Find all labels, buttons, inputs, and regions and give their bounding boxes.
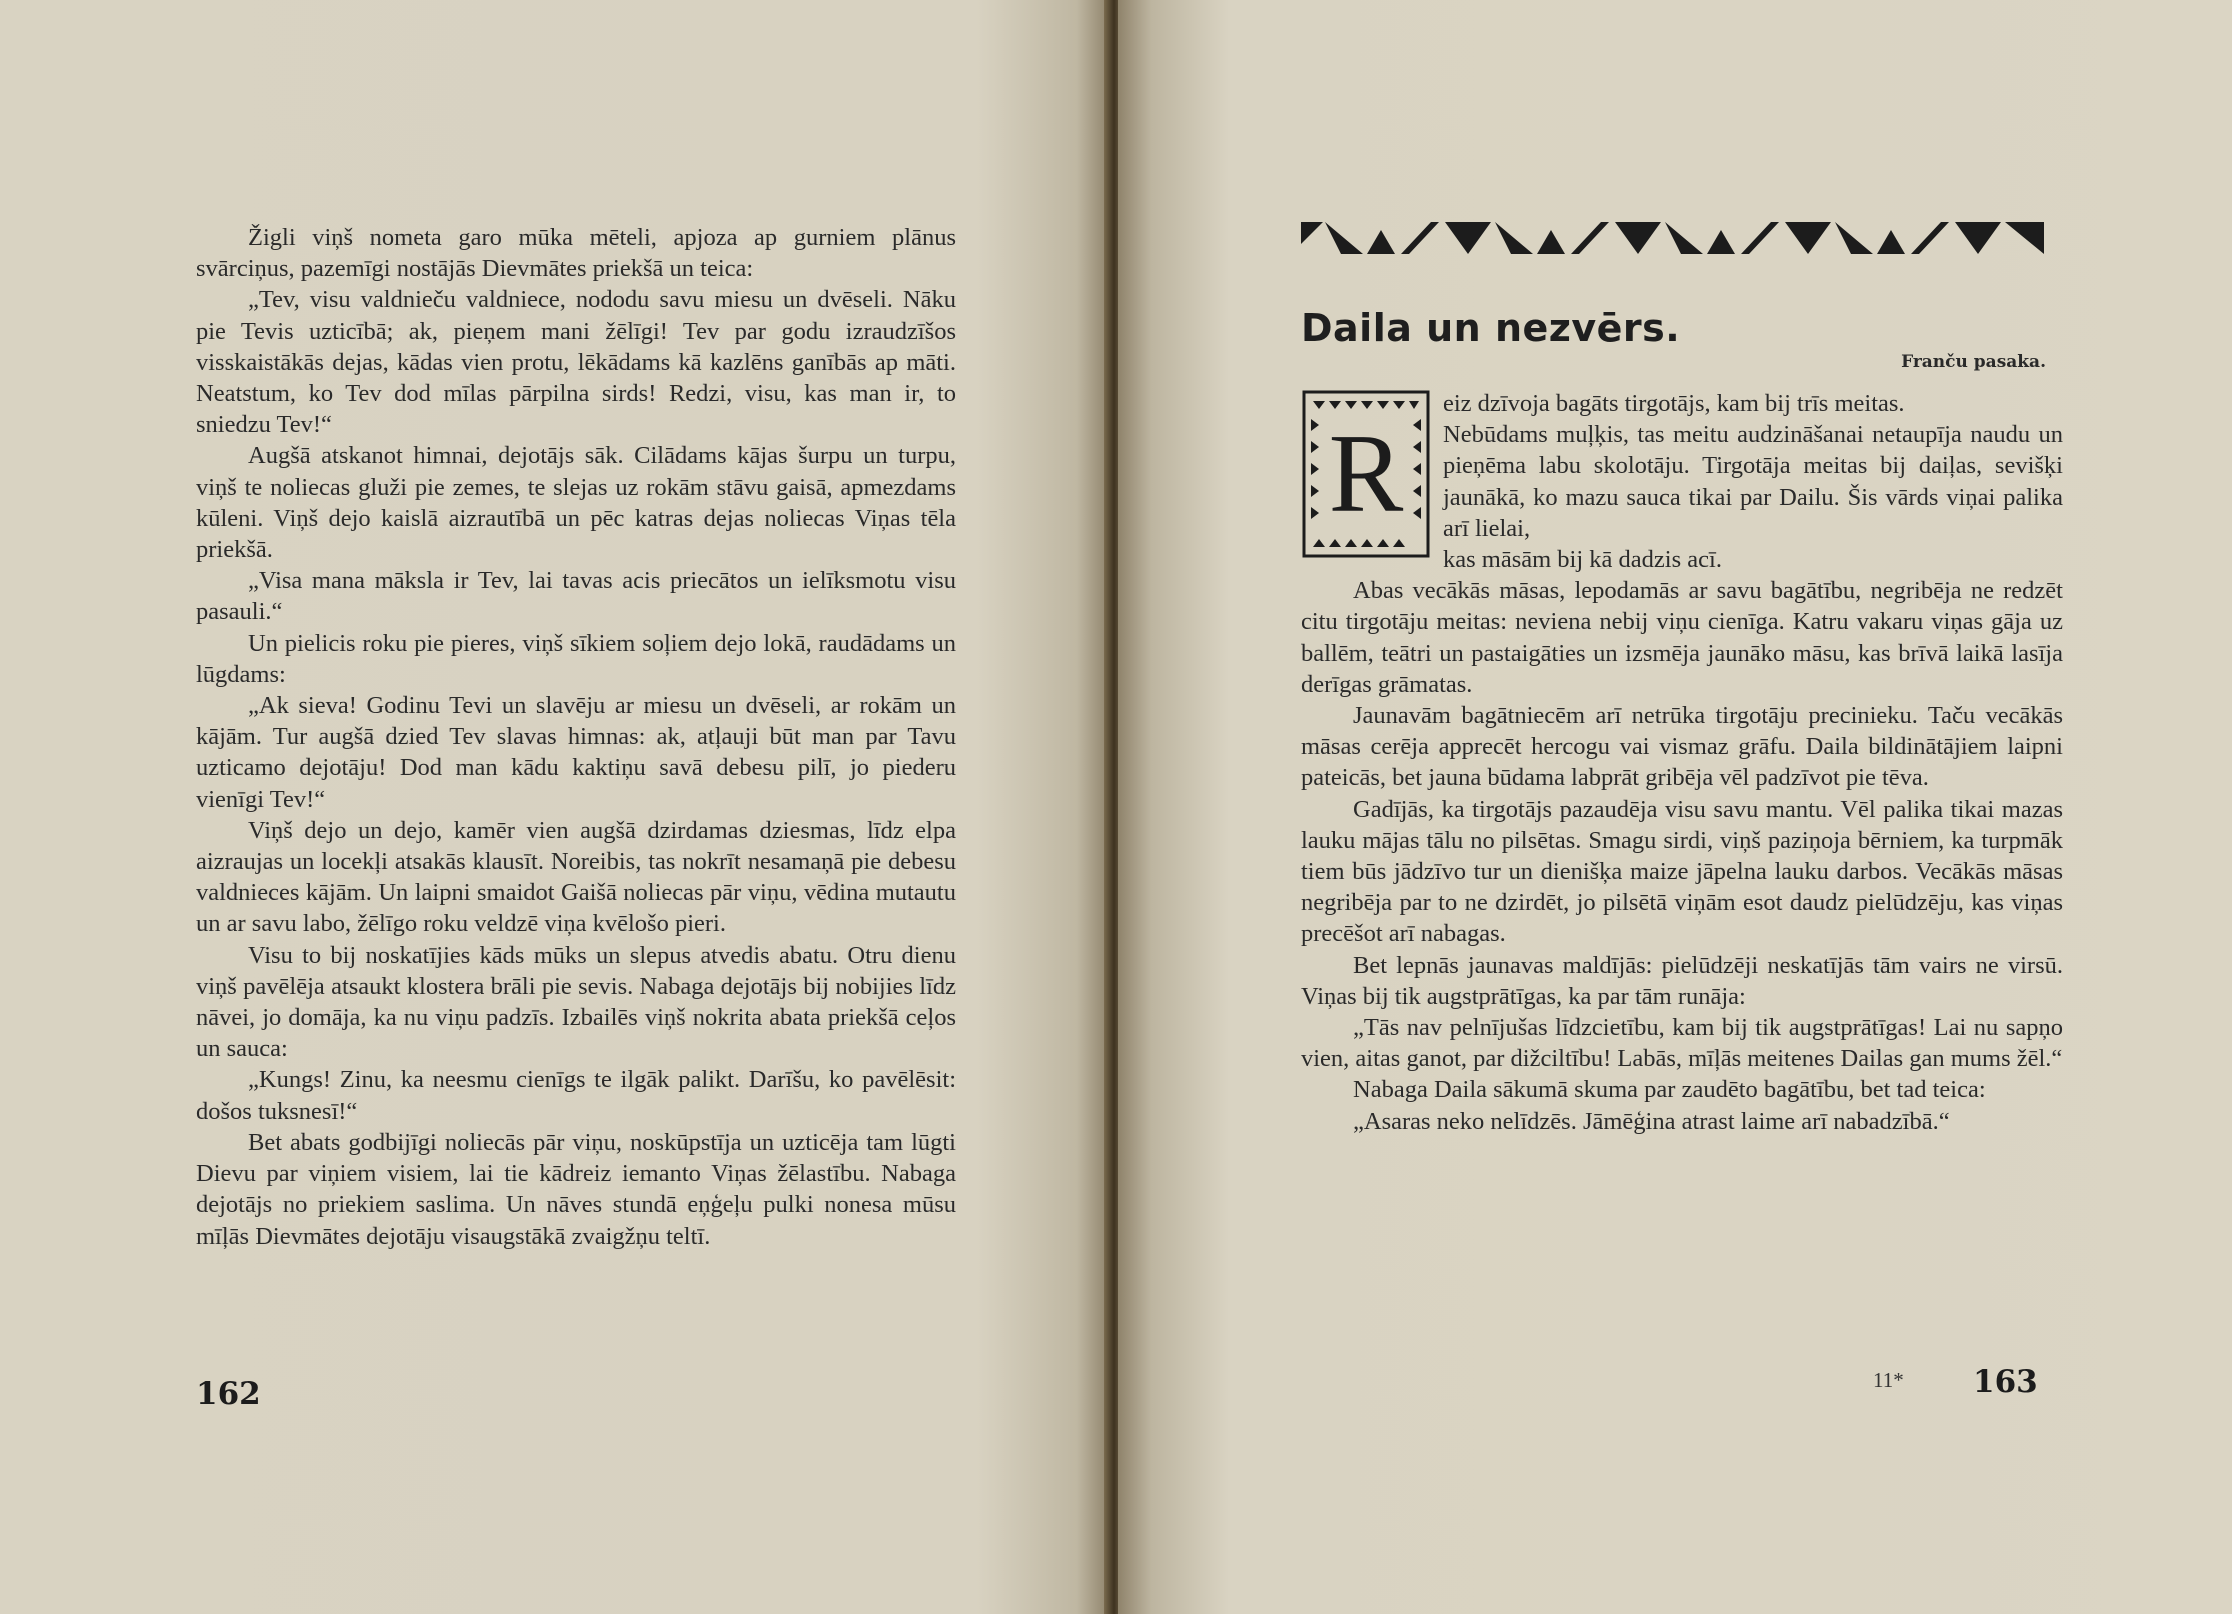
paragraph: Gadījās, ka tirgotājs pazaudēja visu savu mantu. Vēl palika tikai mazas lauku mājas tālu no pilsētas. Smagu sirdi, viņš paziņoja bērniem, ka turpmāk tiem būs jādzīvo tur un dienišķa maize jāpelna lauku darbos. Vecākās māsas negribēja par to ne dzirdēt, jo pilsētā viņām esot daudz pielūdzēju, kas viņas precēšot arī nabagas. [1301,795,2063,948]
paragraph: Viņš dejo un dejo, kamēr vien augšā dzirdamas dziesmas, līdz elpa aizraujas un locekļi atsakās klausīt. Noreibis, tas nokrīt nesamaņā pie debesu valdnieces kājām. Un laipni smaidot Gaišā noliecas pār viņu, vēdina mutautu un ar savu labo, žēlīgo roku veldzē viņa kvēlošo pieri. [196,816,956,938]
paragraph: Visu to bij noskatījies kāds mūks un slepus atvedis abatu. Otru dienu viņš pavēlēja atsaukt klostera brāli pie sevis. Nabaga dejotājs bij nobijies līdz nāvei, jo domāja, ka nu viņu padzīs. Izbailēs viņš nokrita abata priekšā ceļos un sauca: [196,941,956,1063]
paragraph: Un pielicis roku pie pieres, viņš sīkiem soļiem dejo lokā, raudādams un lūgdams: [196,629,956,688]
paragraph: „Tās nav pelnījušas līdzcietību, kam bij tik augstprātīgas! Lai nu sapņo vien, aitas ganot, par dižciltību! Labās, mīļās meitenes Dailas gan mums žēl.“ [1301,1014,2063,1073]
right-page-text [1301,388,2063,1137]
right-page [1118,0,2232,1614]
left-page-text [196,222,956,1252]
paragraph: Nebūdams muļķis, tas meitu audzināšanai netaupīja naudu un pieņēma labu skolotāju. Tirgotāja meitas bij daiļas, sevišķi jaunākā, ko mazu sauca tikai par Dailu. Šis vārds viņai palika arī lielai, [1443,421,2063,542]
page-number: 163 [1973,1364,2038,1400]
paragraph: „Visa mana māksla ir Tev, lai tavas acis priecātos un ielīksmotu visu pasauli.“ [196,567,956,626]
paragraph: Bet abats godbijīgi noliecās pār viņu, noskūpstīja un uzticēja tam lūgti Dievu par viņiem visiem, lai tie kādreiz iemanto Viņas žēlastību. Nabaga dejotājs no priekiem saslima. Un nāves stundā eņģeļu pulki nonesa mūsu mīļās Dievmātes dejotāju visaugstākā zvaigžņu teltī. [196,1128,956,1250]
paragraph: eiz dzīvoja bagāts tirgotājs, kam bij trīs meitas. [1443,390,1905,417]
paragraph: Augšā atskanot himnai, dejotājs sāk. Cilādams kājas šurpu un turpu, viņš te noliecas gluži pie zemes, te slejas uz rokām stāvu gaisā, apmezdams kūleni. Viņš dejo kaislā aizrautībā un pēc katras dejas noliecas Viņas tēla priekšā. [196,442,956,564]
paragraph: Nabaga Daila sākumā skuma par zaudēto bagātību, bet tad teica: [1353,1076,1986,1104]
paragraph: Jaunavām bagātniecēm arī netrūka tirgotāju precinieku. Taču vecākās māsas cerēja apprecēt hercogu vai vismaz grāfu. Daila bildinātājiem laipni pateicās, bet jauna būdama labprāt gribēja vēl padzīvot pie tēva. [1301,702,2063,792]
drop-cap-letter: R [1328,412,1404,536]
signature-mark: 11* [1873,1368,1904,1392]
paragraph: „Kungs! Zinu, ka neesmu cienīgs te ilgāk palikt. Darīšu, ko pavēlēsit: došos tuksnesī!“ [196,1066,956,1125]
story-subtitle: Franču pasaka. [1901,352,2046,372]
page-number: 162 [196,1376,261,1412]
paragraph: Bet lepnās jaunavas maldījās: pielūdzēji neskatījās tām vairs ne virsū. Viņas bij tik augstprātīgas, ka par tām runāja: [1301,951,2063,1010]
ornament-border-icon [1301,220,2044,256]
paragraph: Abas vecākās māsas, lepodamās ar savu bagātību, negribēja ne redzēt citu tirgotāju meitas: neviena nebij viņu cienīga. Katru vakaru viņas gāja uz ballēm, teātri un pastaigāties un izsmēja jaunāko māsu, kas brīvā laikā lasīja derīgas grāmatas. [1301,577,2063,698]
story-title: Daila un nezvērs. [1301,306,1681,350]
paragraph: „Asaras neko nelīdzēs. Jāmēģina atrast laime arī nabadzībā.“ [1353,1107,1950,1135]
paragraph: Žigli viņš nometa garo mūka mēteli, apjoza ap gurniem plānus svārciņus, pazemīgi nostājās Dievmātes priekšā un teica: [196,224,956,283]
paragraph: kas māsām bij kā dadzis acī. [1443,546,1722,574]
paragraph: „Tev, visu valdnieču valdniece, nododu savu miesu un dvēseli. Nāku pie Tevis uzticībā; ak, pieņem mani žēlīgi! Tev par godu izraudzīšos visskaistākās dejas, kādas vien protu, lēkādams kā kazlēns ganībās ap māti. Neatstum, ko Tev dod mīlas pārpilna sirds! Redzi, visu, kas man ir, to sniedzu Tev!“ [196,286,956,439]
paragraph: „Ak sieva! Godinu Tevi un slavēju ar miesu un dvēseli, ar rokām un kājām. Tur augšā dzied Tev slavas himnas: ak, atļauji būt man par Tavu uzticamo dejotāju! Dod man kādu kaktiņu savā debesu pilī, jo piederu vienīgi Tev!“ [196,692,956,813]
left-page [0,0,1110,1614]
